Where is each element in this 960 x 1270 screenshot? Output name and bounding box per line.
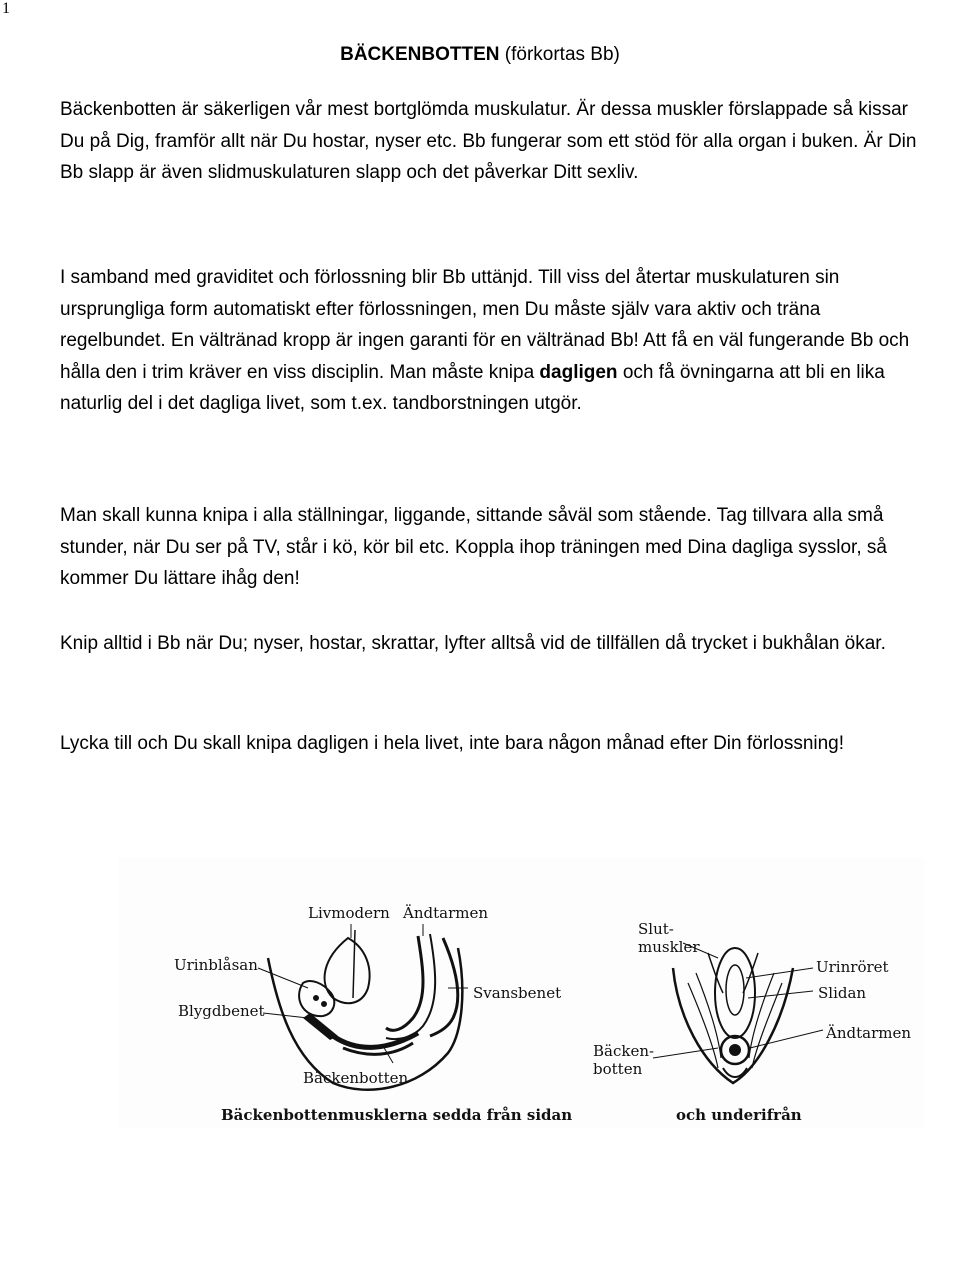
label-andtarmen-side: Ändtarmen bbox=[403, 904, 488, 922]
label-livmodern: Livmodern bbox=[308, 904, 390, 922]
paragraph-intro: Bäckenbotten är säkerligen vår mest bortglömda muskulatur. Är dessa muskler förslappade så kissar Du på Dig, framför allt när Du hostar, nyser etc. Bb fungerar som ett stöd för alla organ i buken. Är Din Bb slapp är även slidmuskulaturen slapp och det påverkar Ditt sexliv. bbox=[60, 99, 917, 183]
title-suffix: (förkortas Bb) bbox=[499, 44, 620, 65]
anatomy-drawing bbox=[118, 858, 924, 1128]
label-slidan: Slidan bbox=[818, 984, 867, 1002]
label-slut: Slut- bbox=[638, 920, 674, 938]
label-urinblasan: Urinblåsan bbox=[174, 956, 258, 974]
paragraph-positions: Man skall kunna knipa i alla ställningar, liggande, sittande såväl som stående. Tag tillvara alla små stunder, när Du ser på TV, står i kö, kör bil etc. Koppla ihop träningen med Dina dagliga sysslor, så kommer Du lättare ihåg den! bbox=[60, 505, 887, 589]
title-main: BÄCKENBOTTEN bbox=[340, 44, 500, 65]
paragraph-sneeze: Knip alltid i Bb när Du; nyser, hostar, skrattar, lyfter alltså vid de tillfällen då trycket i bukhålan ökar. bbox=[60, 633, 886, 654]
paragraph-pregnancy-text-2: och få övningarna att bli en lika naturlig del i det dagliga livet, som t.ex. tandborstningen utgör. bbox=[60, 361, 885, 414]
page-number: 1 bbox=[2, 0, 10, 17]
page-title bbox=[0, 44, 960, 66]
side-view-drawing bbox=[258, 924, 468, 1090]
label-backenbotten-side: Bäckenbotten bbox=[303, 1069, 409, 1087]
label-botten: botten bbox=[593, 1060, 643, 1078]
caption-side-view: Bäckenbottenmusklerna sedda från sidan bbox=[221, 1106, 573, 1124]
label-svansbenet: Svansbenet bbox=[473, 984, 562, 1002]
label-andtarmen-bottom: Ändtarmen bbox=[826, 1024, 911, 1042]
label-blygdbenet: Blygdbenet bbox=[178, 1002, 265, 1020]
pelvic-floor-illustration bbox=[118, 858, 924, 1128]
emphasis-dagligen: dagligen bbox=[539, 361, 618, 383]
label-muskler: muskler bbox=[638, 938, 700, 956]
bottom-view-drawing bbox=[653, 943, 823, 1083]
label-urinroret: Urinröret bbox=[816, 958, 889, 976]
caption-bottom-view: och underifrån bbox=[676, 1106, 802, 1124]
label-backen: Bäcken- bbox=[593, 1042, 655, 1060]
paragraph-pregnancy bbox=[60, 262, 920, 420]
paragraph-pregnancy-text-1: I samband med graviditet och förlossning blir Bb uttänjd. Till viss del återtar muskulaturen sin ursprungliga form automatiskt efter förlossningen, men Du måste själv vara aktiv och träna regelbundet. En vältränad kropp är ingen garanti för en vältränad Bb! Att få en väl fungerande Bb och hålla den i trim kräver en viss disciplin. Man måste knipa bbox=[60, 267, 910, 383]
paragraph-good-luck: Lycka till och Du skall knipa dagligen i hela livet, inte bara någon månad efter Din förlossning! bbox=[60, 733, 845, 754]
